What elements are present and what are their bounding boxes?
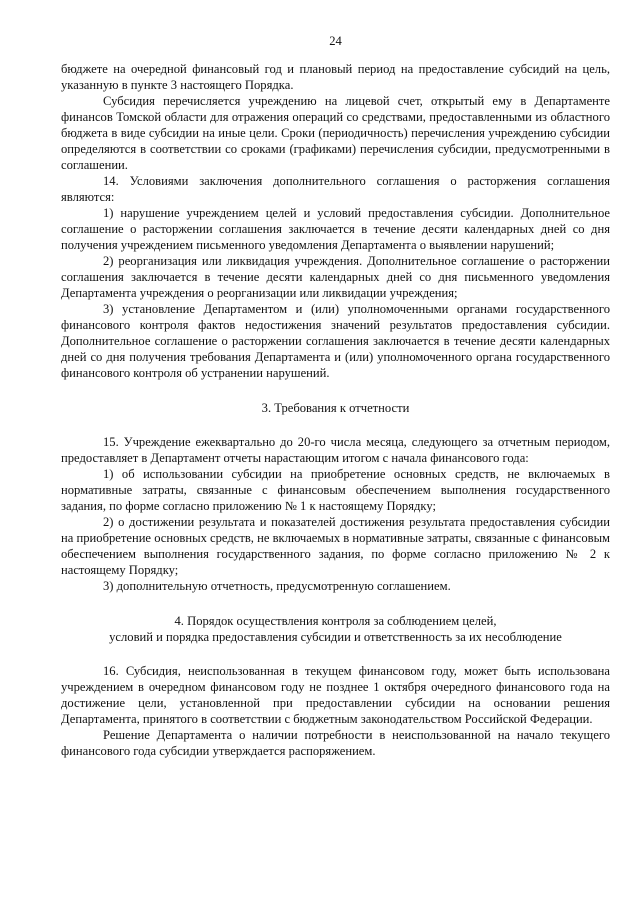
section-3-heading: 3. Требования к отчетности: [261, 401, 410, 415]
paragraph-14-item-2: 2) реорганизация или ликвидация учреждения. Дополнительное соглашение о расторжении соглашения заключается в течение десяти календарных дней со дня письменного уведомления Департамента учреждения о реорганизации или ликвидации учреждения;: [61, 254, 610, 300]
section-4-heading-line-1: 4. Порядок осуществления контроля за соблюдением целей,: [174, 614, 497, 628]
paragraph-15-item-1: 1) об использовании субсидии на приобретение основных средств, не включаемых в нормативные затраты, связанные с финансовым обеспечением выполнения государственного задания, по форме согласно приложению № 1 к настоящему Порядку;: [61, 467, 610, 513]
paragraph-14-item-3: 3) установление Департаментом и (или) уполномоченными органами государственного финансового контроля фактов недостижения значений результатов предоставления субсидии. Дополнительное соглашение о расторжении соглашения заключается в течение десяти календарных дней со дня получения требования Департамента и (или) уполномоченного органа государственного финансового контроля об устранении нарушений.: [61, 302, 610, 380]
paragraph-14: 14. Условиями заключения дополнительного соглашения о расторжения соглашения являются:: [61, 174, 610, 204]
paragraph-16-decision: Решение Департамента о наличии потребности в неиспользованной на начало текущего финансового года субсидии утверждается распоряжением.: [61, 728, 610, 758]
paragraph-14-item-1: 1) нарушение учреждением целей и условий предоставления субсидии. Дополнительное соглашение о расторжении соглашения заключается в течение десяти календарных дней со дня получения учреждением письменного уведомления Департамента о выявлении нарушений;: [61, 206, 610, 252]
section-4-heading: [61, 613, 610, 645]
paragraph-15: 15. Учреждение ежеквартально до 20-го числа месяца, следующего за отчетным периодом, предоставляет в Департамент отчеты нарастающим итогом с начала финансового года:: [61, 435, 610, 465]
paragraph-subsidy-transfer: Субсидия перечисляется учреждению на лицевой счет, открытый ему в Департаменте финансов Томской области для отражения операций со средствами, предоставленными из областного бюджета в виде субсидии на иные цели. Сроки (периодичность) перечисления учреждению субсидии определяются в соответствии со сроками (графиками) перечисления субсидии, предусмотренными в соглашении.: [61, 94, 610, 172]
paragraph-15-item-3: 3) дополнительную отчетность, предусмотренную соглашением.: [103, 579, 451, 593]
paragraph-15-item-2: 2) о достижении результата и показателей достижения результата предоставления субсидии на приобретение основных средств, не включаемых в нормативные затраты, связанные с финансовым обеспечением выполнения государственного задания, по форме согласно приложению № 2 к настоящему Порядку;: [61, 515, 610, 577]
section-4-heading-line-2: условий и порядка предоставления субсидии и ответственность за их несоблюдение: [109, 630, 562, 644]
paragraph-16: 16. Субсидия, неиспользованная в текущем финансовом году, может быть использована учреждением в очередном финансовом году не позднее 1 октября очередного финансового года на достижение цели, установленной при предоставлении субсидии на основании решения Департамента, принятого в соответствии с бюджетным законодательством Российской Федерации.: [61, 664, 610, 726]
paragraph-continuation: бюджете на очередной финансовый год и плановый период на предоставление субсидий на цель, указанную в пункте 3 настоящего Порядка.: [61, 62, 610, 92]
page-number: 24: [329, 34, 342, 48]
